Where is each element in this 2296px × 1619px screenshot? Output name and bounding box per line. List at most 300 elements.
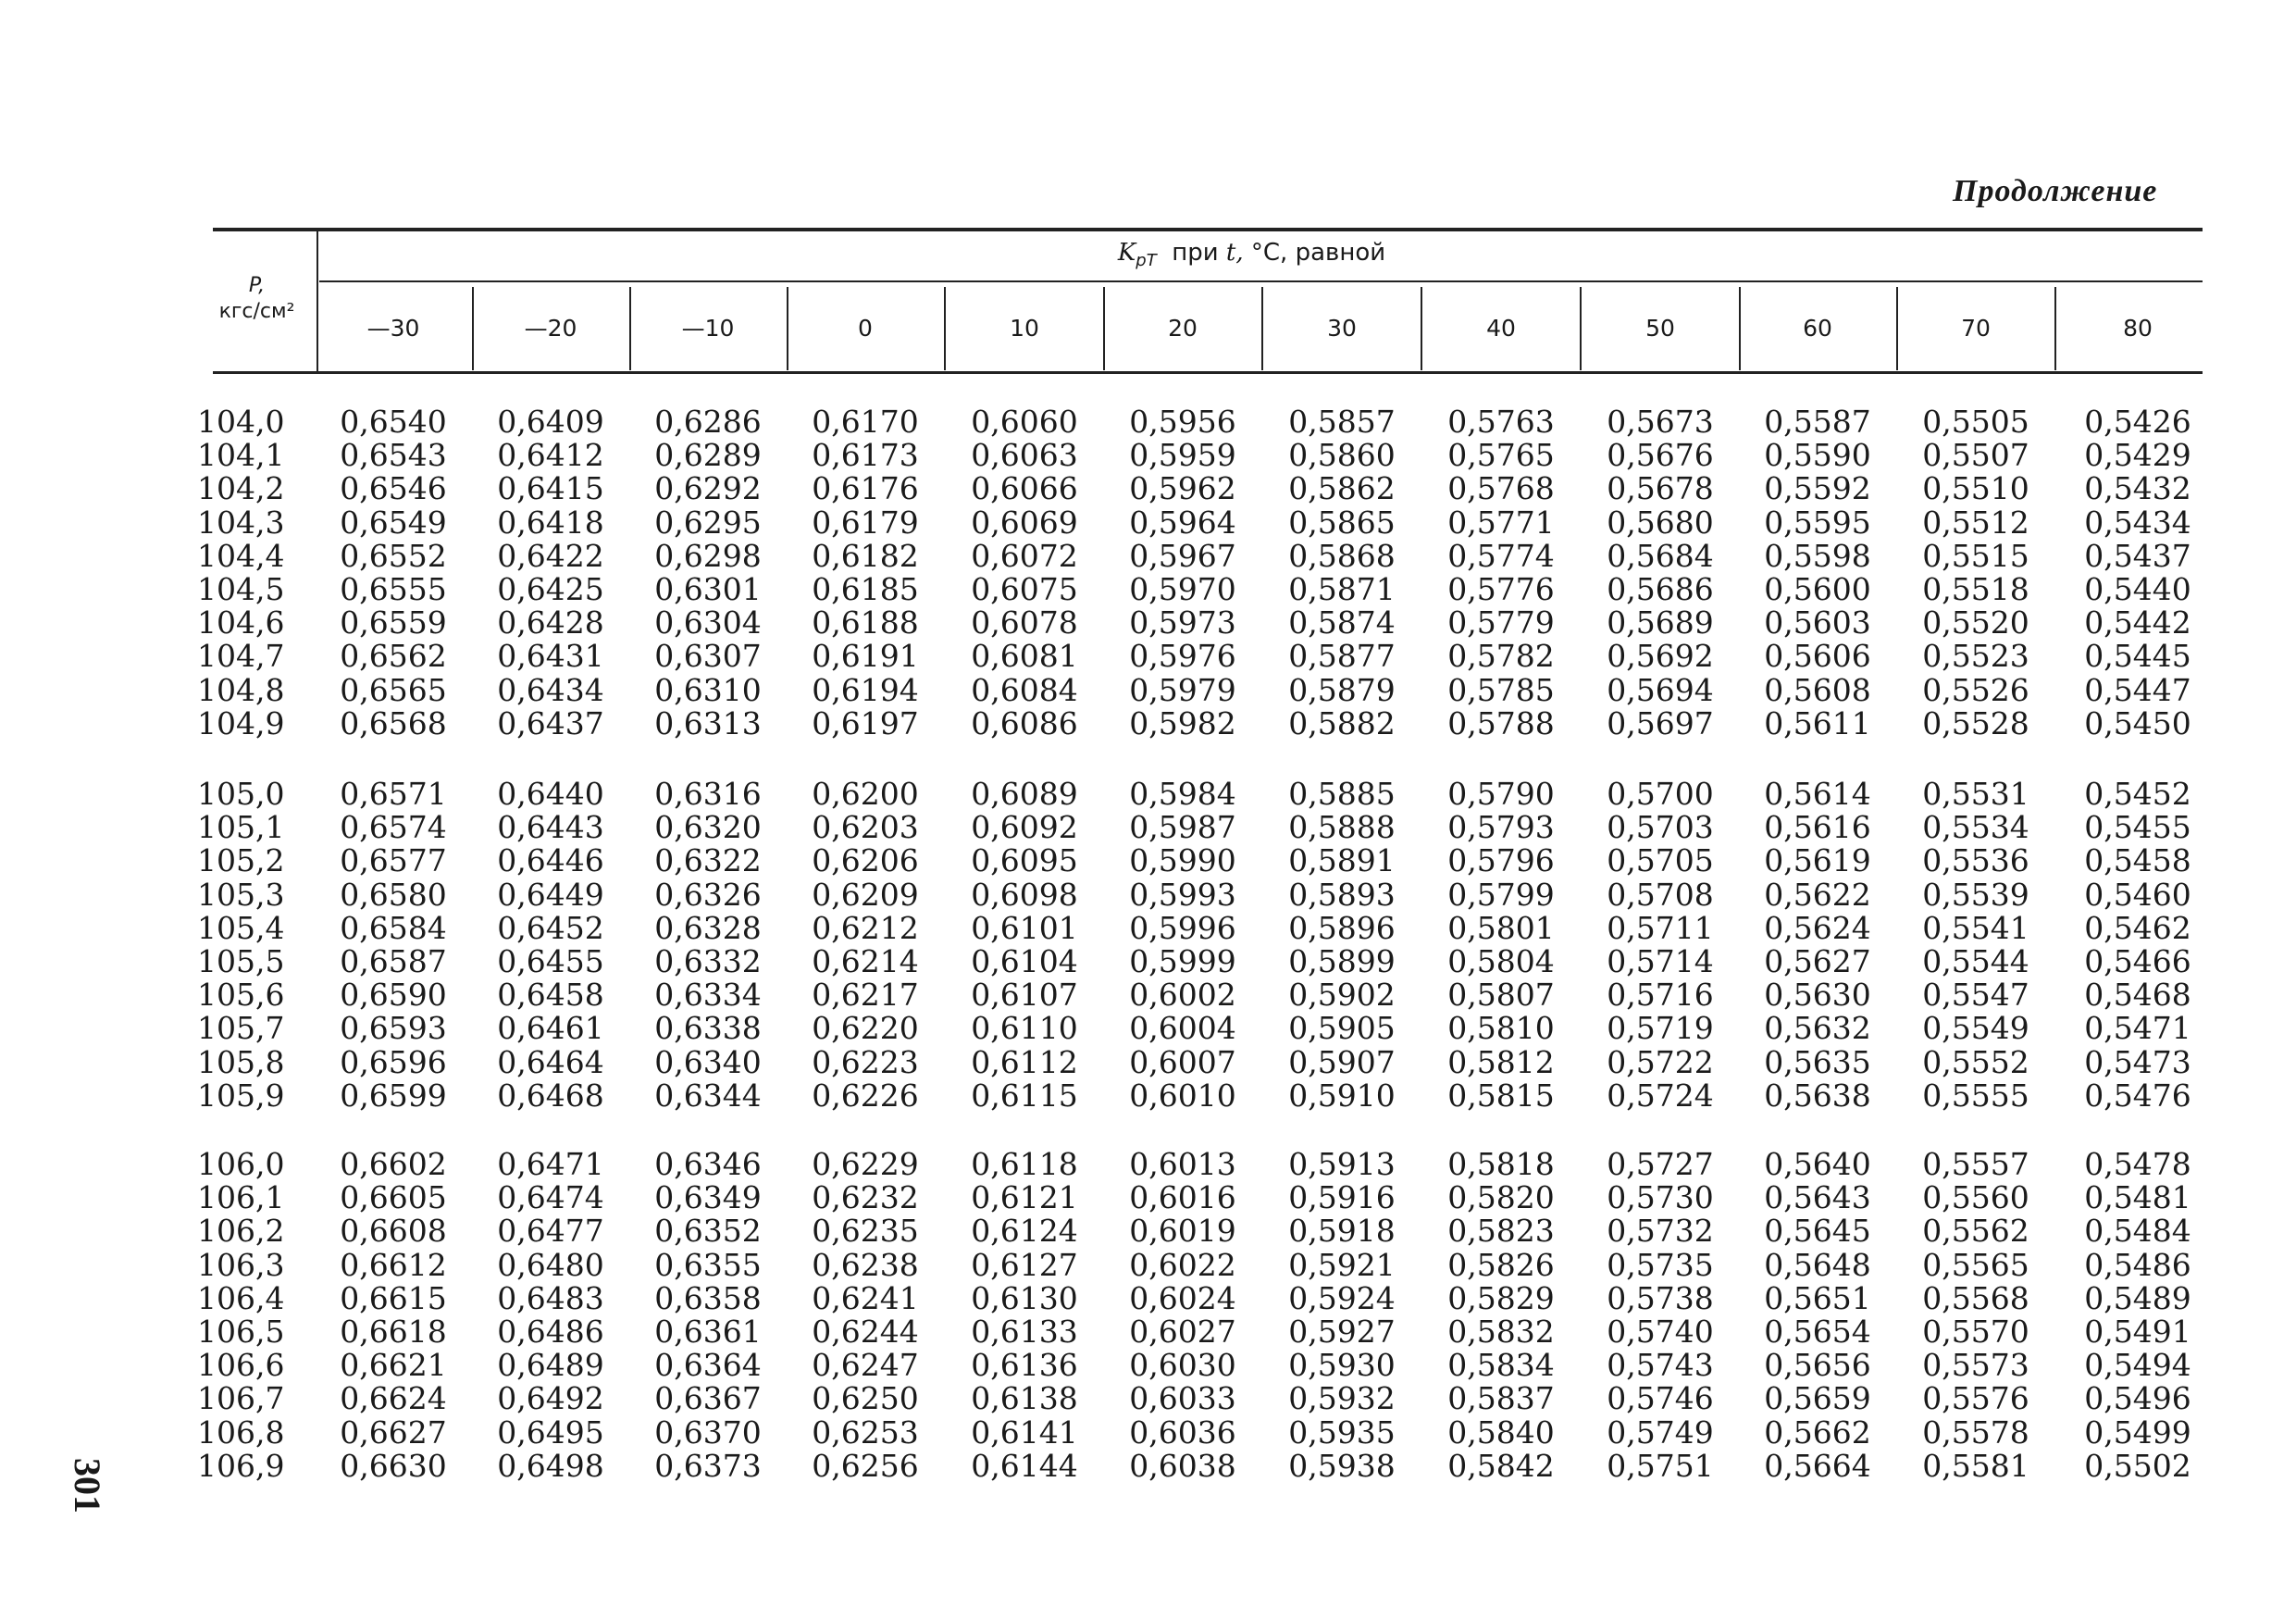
kpt-value-cell: 0,5697 (1607, 705, 1714, 741)
kpt-value-cell: 0,6577 (340, 842, 447, 878)
kpt-subscript: pT (1136, 251, 1157, 271)
kpt-value-cell: 0,5656 (1764, 1347, 1871, 1383)
kpt-value-cell: 0,6452 (497, 910, 604, 946)
temperature-header-cell: 30 (1327, 315, 1357, 342)
kpt-value-cell: 0,6063 (971, 437, 1078, 473)
temperature-header-cell: 40 (1486, 315, 1516, 342)
kpt-value-cell: 0,6373 (654, 1448, 762, 1484)
kpt-value-cell: 0,5732 (1607, 1213, 1714, 1249)
temperature-header-cell: —20 (524, 315, 577, 342)
kpt-value-cell: 0,5590 (1764, 437, 1871, 473)
kpt-value-cell: 0,6004 (1129, 1010, 1236, 1046)
kpt-value-cell: 0,5724 (1607, 1077, 1714, 1114)
kpt-value-cell: 0,5581 (1922, 1448, 2029, 1484)
kpt-value-cell: 0,6038 (1129, 1448, 1236, 1484)
kpt-value-cell: 0,5635 (1764, 1044, 1871, 1080)
kpt-value-cell: 0,5840 (1447, 1414, 1555, 1451)
pressure-cell: 105,4 (197, 910, 285, 946)
kpt-value-cell: 0,5471 (2084, 1010, 2191, 1046)
kpt-value-cell: 0,5447 (2084, 672, 2191, 708)
kpt-value-cell: 0,5751 (1607, 1448, 1714, 1484)
kpt-value-cell: 0,6081 (971, 638, 1078, 674)
kpt-value-cell: 0,6422 (497, 538, 604, 574)
kpt-value-cell: 0,5990 (1129, 842, 1236, 878)
kpt-value-cell: 0,5562 (1922, 1213, 2029, 1249)
kpt-value-cell: 0,5557 (1922, 1146, 2029, 1182)
temperature-column-divider (1421, 287, 1422, 370)
kpt-value-cell: 0,5823 (1447, 1213, 1555, 1249)
pressure-cell: 104,8 (197, 672, 285, 708)
kpt-value-cell: 0,5595 (1764, 504, 1871, 541)
kpt-value-cell: 0,5534 (1922, 809, 2029, 845)
kpt-value-cell: 0,5768 (1447, 470, 1555, 506)
kpt-value-cell: 0,6075 (971, 571, 1078, 607)
kpt-value-cell: 0,5749 (1607, 1414, 1714, 1451)
kpt-value-cell: 0,6593 (340, 1010, 447, 1046)
pressure-unit: кгс/см² (218, 300, 295, 323)
table-row (0, 1282, 2296, 1315)
kpt-value-cell: 0,5993 (1129, 877, 1236, 913)
page-number: 301 (67, 1458, 108, 1513)
temperature-column-divider (629, 287, 631, 370)
kpt-value-cell: 0,6098 (971, 877, 1078, 913)
kpt-value-cell: 0,5834 (1447, 1347, 1555, 1383)
kpt-value-cell: 0,6092 (971, 809, 1078, 845)
kpt-value-cell: 0,6304 (654, 604, 762, 641)
kpt-value-cell: 0,5865 (1288, 504, 1396, 541)
kpt-value-cell: 0,5918 (1288, 1213, 1396, 1249)
kpt-value-cell: 0,5891 (1288, 842, 1396, 878)
kpt-value-cell: 0,6624 (340, 1380, 447, 1416)
kpt-value-cell: 0,6197 (812, 705, 919, 741)
kpt-value-cell: 0,5565 (1922, 1247, 2029, 1283)
kpt-value-cell: 0,5799 (1447, 877, 1555, 913)
kpt-value-cell: 0,6024 (1129, 1280, 1236, 1316)
table-row (0, 878, 2296, 912)
kpt-value-cell: 0,6543 (340, 437, 447, 473)
table-row (0, 1450, 2296, 1483)
kpt-value-cell: 0,5842 (1447, 1448, 1555, 1484)
temperature-column-divider (944, 287, 946, 370)
pressure-cell: 105,9 (197, 1077, 285, 1114)
temperature-header-cell: 20 (1168, 315, 1198, 342)
pressure-cell: 104,9 (197, 705, 285, 741)
temperature-header-cell: 60 (1803, 315, 1832, 342)
kpt-value-cell: 0,5614 (1764, 776, 1871, 812)
temperature-column-divider (1896, 287, 1898, 370)
kpt-value-cell: 0,6574 (340, 809, 447, 845)
kpt-value-cell: 0,6241 (812, 1280, 919, 1316)
kpt-value-cell: 0,5740 (1607, 1314, 1714, 1350)
kpt-value-cell: 0,5763 (1447, 404, 1555, 440)
table-row (0, 606, 2296, 640)
kpt-value-cell: 0,6328 (654, 910, 762, 946)
kpt-value-cell: 0,6194 (812, 672, 919, 708)
kpt-value-cell: 0,5460 (2084, 877, 2191, 913)
temperature-header-cell: 70 (1961, 315, 1991, 342)
kpt-value-cell: 0,6480 (497, 1247, 604, 1283)
kpt-value-cell: 0,6546 (340, 470, 447, 506)
kpt-value-cell: 0,5512 (1922, 504, 2029, 541)
table-row (0, 1181, 2296, 1214)
kpt-value-cell: 0,5624 (1764, 910, 1871, 946)
kpt-value-cell: 0,5932 (1288, 1380, 1396, 1416)
kpt-value-cell: 0,5499 (2084, 1414, 2191, 1451)
kpt-value-cell: 0,6010 (1129, 1077, 1236, 1114)
kpt-value-cell: 0,5547 (1922, 977, 2029, 1013)
kpt-value-cell: 0,6121 (971, 1179, 1078, 1215)
kpt-value-cell: 0,5600 (1764, 571, 1871, 607)
kpt-value-cell: 0,5899 (1288, 943, 1396, 979)
kpt-value-cell: 0,6474 (497, 1179, 604, 1215)
kpt-value-cell: 0,5982 (1129, 705, 1236, 741)
kpt-value-cell: 0,6621 (340, 1347, 447, 1383)
kpt-value-cell: 0,5429 (2084, 437, 2191, 473)
kpt-value-cell: 0,6027 (1129, 1314, 1236, 1350)
table-top-rule (213, 228, 2203, 231)
kpt-value-cell: 0,6455 (497, 943, 604, 979)
kpt-value-cell: 0,5913 (1288, 1146, 1396, 1182)
kpt-value-cell: 0,5536 (1922, 842, 2029, 878)
kpt-value-cell: 0,6141 (971, 1414, 1078, 1451)
kpt-value-cell: 0,5979 (1129, 672, 1236, 708)
kpt-value-cell: 0,6483 (497, 1280, 604, 1316)
kpt-value-cell: 0,5801 (1447, 910, 1555, 946)
kpt-value-cell: 0,5426 (2084, 404, 2191, 440)
kpt-value-cell: 0,5616 (1764, 809, 1871, 845)
kpt-value-cell: 0,5486 (2084, 1247, 2191, 1283)
kpt-value-cell: 0,5956 (1129, 404, 1236, 440)
kpt-value-cell: 0,5708 (1607, 877, 1714, 913)
header-sub-rule (319, 280, 2203, 282)
kpt-value-cell: 0,5804 (1447, 943, 1555, 979)
kpt-value-cell: 0,6322 (654, 842, 762, 878)
pressure-cell: 104,3 (197, 504, 285, 541)
table-row (0, 912, 2296, 945)
kpt-value-cell: 0,6492 (497, 1380, 604, 1416)
kpt-value-cell: 0,5686 (1607, 571, 1714, 607)
kpt-value-cell: 0,6367 (654, 1380, 762, 1416)
temperature-column-divider (1261, 287, 1263, 370)
kpt-value-cell: 0,5587 (1764, 404, 1871, 440)
kpt-value-cell: 0,6449 (497, 877, 604, 913)
kpt-value-cell: 0,5730 (1607, 1179, 1714, 1215)
kpt-value-cell: 0,5466 (2084, 943, 2191, 979)
pressure-cell: 106,2 (197, 1213, 285, 1249)
kpt-value-cell: 0,5910 (1288, 1077, 1396, 1114)
kpt-value-cell: 0,5523 (1922, 638, 2029, 674)
kpt-value-cell: 0,6316 (654, 776, 762, 812)
kpt-value-cell: 0,5549 (1922, 1010, 2029, 1046)
kpt-value-cell: 0,6089 (971, 776, 1078, 812)
kpt-value-cell: 0,5921 (1288, 1247, 1396, 1283)
kpt-value-cell: 0,6612 (340, 1247, 447, 1283)
kpt-value-cell: 0,5515 (1922, 538, 2029, 574)
kpt-value-cell: 0,5455 (2084, 809, 2191, 845)
kpt-value-cell: 0,6212 (812, 910, 919, 946)
kpt-value-cell: 0,5967 (1129, 538, 1236, 574)
kpt-value-cell: 0,6182 (812, 538, 919, 574)
table-row (0, 1349, 2296, 1382)
kpt-value-cell: 0,6019 (1129, 1213, 1236, 1249)
table-row (0, 844, 2296, 878)
kpt-value-cell: 0,6095 (971, 842, 1078, 878)
pressure-cell: 104,1 (197, 437, 285, 473)
kpt-value-cell: 0,6238 (812, 1247, 919, 1283)
pressure-cell: 105,1 (197, 809, 285, 845)
pressure-cell: 106,5 (197, 1314, 285, 1350)
table-row (0, 707, 2296, 741)
temperature-header-cell: —30 (366, 315, 420, 342)
kpt-value-cell: 0,5700 (1607, 776, 1714, 812)
kpt-value-cell: 0,5774 (1447, 538, 1555, 574)
kpt-value-cell: 0,5434 (2084, 504, 2191, 541)
kpt-value-cell: 0,6486 (497, 1314, 604, 1350)
kpt-value-cell: 0,5505 (1922, 404, 2029, 440)
kpt-value-cell: 0,5592 (1764, 470, 1871, 506)
pressure-cell: 106,0 (197, 1146, 285, 1182)
temperature-column-divider (1580, 287, 1582, 370)
kpt-value-cell: 0,5999 (1129, 943, 1236, 979)
kpt-value-cell: 0,6188 (812, 604, 919, 641)
temperature-header-cell: 0 (858, 315, 873, 342)
kpt-value-cell: 0,5568 (1922, 1280, 2029, 1316)
kpt-value-cell: 0,5694 (1607, 672, 1714, 708)
kpt-value-cell: 0,5570 (1922, 1314, 2029, 1350)
kpt-value-cell: 0,6340 (654, 1044, 762, 1080)
kpt-value-cell: 0,6562 (340, 638, 447, 674)
kpt-value-cell: 0,5445 (2084, 638, 2191, 674)
table-row (0, 674, 2296, 707)
table-row (0, 945, 2296, 978)
kpt-value-cell: 0,6173 (812, 437, 919, 473)
kpt-value-cell: 0,5462 (2084, 910, 2191, 946)
kpt-value-cell: 0,6495 (497, 1414, 604, 1451)
pressure-cell: 105,6 (197, 977, 285, 1013)
pressure-cell: 104,5 (197, 571, 285, 607)
kpt-value-cell: 0,6415 (497, 470, 604, 506)
kpt-value-cell: 0,5622 (1764, 877, 1871, 913)
kpt-value-cell: 0,5539 (1922, 877, 2029, 913)
kpt-value-cell: 0,6144 (971, 1448, 1078, 1484)
kpt-value-cell: 0,5820 (1447, 1179, 1555, 1215)
kpt-symbol: K (1117, 239, 1136, 267)
kpt-value-cell: 0,6170 (812, 404, 919, 440)
kpt-value-cell: 0,5938 (1288, 1448, 1396, 1484)
kpt-value-cell: 0,5930 (1288, 1347, 1396, 1383)
kpt-value-cell: 0,5826 (1447, 1247, 1555, 1283)
kpt-value-cell: 0,5654 (1764, 1314, 1871, 1350)
kpt-value-cell: 0,6602 (340, 1146, 447, 1182)
temperature-column-divider (1739, 287, 1741, 370)
kpt-text-pre: при (1172, 239, 1219, 267)
kpt-value-cell: 0,5815 (1447, 1077, 1555, 1114)
kpt-value-cell: 0,6307 (654, 638, 762, 674)
kpt-value-cell: 0,6590 (340, 977, 447, 1013)
kpt-value-cell: 0,6022 (1129, 1247, 1236, 1283)
kpt-value-cell: 0,5638 (1764, 1077, 1871, 1114)
kpt-value-cell: 0,6002 (1129, 977, 1236, 1013)
kpt-value-cell: 0,5673 (1607, 404, 1714, 440)
table-row (0, 405, 2296, 439)
pressure-cell: 105,7 (197, 1010, 285, 1046)
kpt-value-cell: 0,6425 (497, 571, 604, 607)
kpt-value-cell: 0,6313 (654, 705, 762, 741)
kpt-value-cell: 0,6344 (654, 1077, 762, 1114)
kpt-value-cell: 0,6361 (654, 1314, 762, 1350)
kpt-value-cell: 0,5857 (1288, 404, 1396, 440)
kpt-value-cell: 0,6295 (654, 504, 762, 541)
kpt-value-cell: 0,5507 (1922, 437, 2029, 473)
kpt-value-cell: 0,5776 (1447, 571, 1555, 607)
kpt-value-cell: 0,6599 (340, 1077, 447, 1114)
table-row (0, 1214, 2296, 1248)
pressure-cell: 106,6 (197, 1347, 285, 1383)
kpt-value-cell: 0,5478 (2084, 1146, 2191, 1182)
kpt-value-cell: 0,5496 (2084, 1380, 2191, 1416)
pressure-cell: 105,8 (197, 1044, 285, 1080)
temperature-column-divider (472, 287, 474, 370)
table-row (0, 640, 2296, 673)
kpt-value-cell: 0,5432 (2084, 470, 2191, 506)
kpt-value-cell: 0,5555 (1922, 1077, 2029, 1114)
kpt-value-cell: 0,6320 (654, 809, 762, 845)
pressure-cell: 104,4 (197, 538, 285, 574)
table-row (0, 1315, 2296, 1349)
kpt-value-cell: 0,6458 (497, 977, 604, 1013)
continuation-label: Продолжение (1953, 174, 2158, 208)
kpt-value-cell: 0,6185 (812, 571, 919, 607)
kpt-value-cell: 0,6338 (654, 1010, 762, 1046)
kpt-value-cell: 0,5544 (1922, 943, 2029, 979)
kpt-value-cell: 0,5518 (1922, 571, 2029, 607)
kpt-value-cell: 0,5662 (1764, 1414, 1871, 1451)
pressure-cell: 106,4 (197, 1280, 285, 1316)
kpt-value-cell: 0,6130 (971, 1280, 1078, 1316)
table-row (0, 1046, 2296, 1079)
pressure-cell: 104,2 (197, 470, 285, 506)
kpt-value-cell: 0,6326 (654, 877, 762, 913)
kpt-value-cell: 0,5716 (1607, 977, 1714, 1013)
kpt-value-cell: 0,6138 (971, 1380, 1078, 1416)
kpt-value-cell: 0,5796 (1447, 842, 1555, 878)
kpt-value-cell: 0,6565 (340, 672, 447, 708)
kpt-value-cell: 0,6471 (497, 1146, 604, 1182)
kpt-value-cell: 0,5964 (1129, 504, 1236, 541)
kpt-value-cell: 0,5959 (1129, 437, 1236, 473)
kpt-value-cell: 0,6033 (1129, 1380, 1236, 1416)
kpt-value-cell: 0,6289 (654, 437, 762, 473)
kpt-value-cell: 0,6559 (340, 604, 447, 641)
kpt-value-cell: 0,5705 (1607, 842, 1714, 878)
kpt-value-cell: 0,5528 (1922, 705, 2029, 741)
kpt-value-cell: 0,6437 (497, 705, 604, 741)
kpt-value-cell: 0,5560 (1922, 1179, 2029, 1215)
kpt-value-cell: 0,5676 (1607, 437, 1714, 473)
kpt-value-cell: 0,6292 (654, 470, 762, 506)
temperature-header-cell: 50 (1645, 315, 1675, 342)
kpt-value-cell: 0,6446 (497, 842, 604, 878)
temperature-header-cell: 80 (2123, 315, 2153, 342)
kpt-value-cell: 0,5632 (1764, 1010, 1871, 1046)
kpt-value-cell: 0,6540 (340, 404, 447, 440)
kpt-value-cell: 0,6608 (340, 1213, 447, 1249)
temperature-header-cell: —10 (681, 315, 735, 342)
table-row (0, 1012, 2296, 1045)
kpt-value-cell: 0,6072 (971, 538, 1078, 574)
kpt-value-cell: 0,5882 (1288, 705, 1396, 741)
kpt-value-cell: 0,5877 (1288, 638, 1396, 674)
kpt-value-cell: 0,5996 (1129, 910, 1236, 946)
table-row (0, 506, 2296, 540)
kpt-value-cell: 0,6118 (971, 1146, 1078, 1182)
kpt-value-cell: 0,5541 (1922, 910, 2029, 946)
kpt-value-cell: 0,5837 (1447, 1380, 1555, 1416)
kpt-value-cell: 0,5502 (2084, 1448, 2191, 1484)
kpt-value-cell: 0,5714 (1607, 943, 1714, 979)
temperature-column-divider (1103, 287, 1105, 370)
kpt-value-cell: 0,5987 (1129, 809, 1236, 845)
kpt-value-cell: 0,5711 (1607, 910, 1714, 946)
kpt-value-cell: 0,5689 (1607, 604, 1714, 641)
kpt-value-cell: 0,5888 (1288, 809, 1396, 845)
kpt-value-cell: 0,5573 (1922, 1347, 2029, 1383)
kpt-value-cell: 0,6226 (812, 1077, 919, 1114)
kpt-value-cell: 0,6214 (812, 943, 919, 979)
kpt-value-cell: 0,6618 (340, 1314, 447, 1350)
kpt-value-cell: 0,5468 (2084, 977, 2191, 1013)
kpt-t-symbol: t, (1225, 239, 1244, 267)
kpt-value-cell: 0,6036 (1129, 1414, 1236, 1451)
pressure-cell: 104,7 (197, 638, 285, 674)
kpt-value-cell: 0,6235 (812, 1213, 919, 1249)
kpt-value-cell: 0,6209 (812, 877, 919, 913)
kpt-value-cell: 0,6364 (654, 1347, 762, 1383)
kpt-value-cell: 0,6428 (497, 604, 604, 641)
kpt-value-cell: 0,6229 (812, 1146, 919, 1182)
kpt-value-cell: 0,6244 (812, 1314, 919, 1350)
kpt-value-cell: 0,5684 (1607, 538, 1714, 574)
table-row (0, 1148, 2296, 1181)
pressure-cell: 105,3 (197, 877, 285, 913)
kpt-value-cell: 0,6110 (971, 1010, 1078, 1046)
kpt-value-cell: 0,5976 (1129, 638, 1236, 674)
kpt-value-cell: 0,5743 (1607, 1347, 1714, 1383)
pressure-cell: 106,8 (197, 1414, 285, 1451)
kpt-value-cell: 0,5782 (1447, 638, 1555, 674)
kpt-value-cell: 0,5722 (1607, 1044, 1714, 1080)
kpt-value-cell: 0,5771 (1447, 504, 1555, 541)
pressure-cell: 106,3 (197, 1247, 285, 1283)
kpt-value-cell: 0,6431 (497, 638, 604, 674)
kpt-value-cell: 0,6443 (497, 809, 604, 845)
kpt-value-cell: 0,6630 (340, 1448, 447, 1484)
kpt-value-cell: 0,5790 (1447, 776, 1555, 812)
kpt-value-cell: 0,6346 (654, 1146, 762, 1182)
kpt-value-cell: 0,6013 (1129, 1146, 1236, 1182)
kpt-value-cell: 0,5874 (1288, 604, 1396, 641)
kpt-value-cell: 0,5832 (1447, 1314, 1555, 1350)
kpt-value-cell: 0,5606 (1764, 638, 1871, 674)
kpt-value-cell: 0,5902 (1288, 977, 1396, 1013)
kpt-value-cell: 0,5812 (1447, 1044, 1555, 1080)
kpt-value-cell: 0,5578 (1922, 1414, 2029, 1451)
kpt-value-cell: 0,6301 (654, 571, 762, 607)
table-row (0, 439, 2296, 472)
temperature-header-cell: 10 (1010, 315, 1039, 342)
kpt-value-cell: 0,6078 (971, 604, 1078, 641)
kpt-value-cell: 0,6191 (812, 638, 919, 674)
